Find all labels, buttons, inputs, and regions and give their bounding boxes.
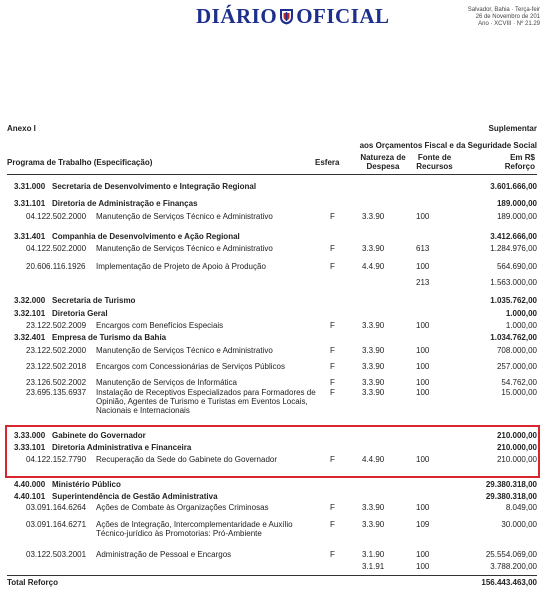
natureza-value: 4.4.90 xyxy=(362,455,385,464)
reforco-value: 708.000,00 xyxy=(496,346,537,355)
total-value: 156.443.463,00 xyxy=(481,578,537,587)
program-description: Encargos com Concessionárias de Serviços Públicos xyxy=(96,362,285,371)
fonte-value: 100 xyxy=(416,503,430,512)
fonte-value: 100 xyxy=(416,346,430,355)
program-code: 04.122.502.2000 xyxy=(26,244,87,253)
esfera-value: F xyxy=(330,520,335,529)
total-label: Total Reforço xyxy=(7,578,58,587)
fonte-value: 100 xyxy=(416,321,430,330)
col-em-reais xyxy=(467,153,535,171)
program-code: 20.606.116.1926 xyxy=(26,262,86,271)
reforco-value: 1.034.762,00 xyxy=(490,333,537,342)
esfera-value: F xyxy=(330,346,335,355)
esfera-value: F xyxy=(330,362,335,371)
natureza-value: 3.1.91 xyxy=(362,562,385,571)
program-description: Ações de Combate às Organizações Criminosas xyxy=(96,503,269,512)
fonte-value: 100 xyxy=(416,550,430,559)
program-description: Instalação de Receptivos Especializados para Formadores de Opinião, Agentes de Turismo e Turistas em Eventos Locais, Nacionais e Internacionais xyxy=(96,388,316,415)
program-description: Recuperação da Sede do Gabinete do Governador xyxy=(96,455,278,464)
reforco-value: 210.000,00 xyxy=(496,431,537,440)
program-code: 23.126.502.2002 xyxy=(26,378,87,387)
reforco-value: 54.762,00 xyxy=(501,378,537,387)
natureza-value: 3.3.90 xyxy=(362,388,385,397)
natureza-value: 3.3.90 xyxy=(362,378,385,387)
program-description: Gabinete do Governador xyxy=(52,431,146,440)
fonte-value: 213 xyxy=(416,278,430,287)
reforco-value: 1.035.762,00 xyxy=(490,296,537,305)
esfera-value: F xyxy=(330,212,335,221)
program-code: 03.091.164.6271 xyxy=(26,520,87,529)
esfera-value: F xyxy=(330,503,335,512)
natureza-value: 3.3.90 xyxy=(362,346,385,355)
program-code: 04.122.152.7790 xyxy=(26,455,87,464)
reforco-value: 1.000,00 xyxy=(505,309,537,318)
program-description: Manutenção de Serviços Técnico e Administrativo xyxy=(96,212,273,221)
program-description: Secretaria de Desenvolvimento e Integração Regional xyxy=(52,182,257,191)
program-code: 4.40.000 xyxy=(14,480,46,489)
total-rule xyxy=(7,575,537,576)
reforco-value: 1.000,00 xyxy=(505,321,537,330)
fonte-value: 100 xyxy=(416,455,430,464)
col-fonte xyxy=(412,153,457,171)
program-code: 4.40.101 xyxy=(14,492,46,501)
reforco-value: 189.000,00 xyxy=(496,199,537,208)
bahia-crest-icon xyxy=(279,8,294,25)
reforco-value: 3.601.666,00 xyxy=(490,182,537,191)
col-natureza-line-2: Despesa xyxy=(366,162,400,171)
fonte-value: 100 xyxy=(416,262,430,271)
masthead xyxy=(0,4,543,28)
fonte-value: 100 xyxy=(416,562,430,571)
reforco-value: 3.788.200,00 xyxy=(490,562,537,571)
col-em-reais-line-2: Reforço xyxy=(504,162,535,171)
program-description: Encargos com Benefícios Especiais xyxy=(96,321,224,330)
reforco-value: 29.380.318,00 xyxy=(485,480,537,489)
brand-right: OFICIAL xyxy=(296,4,390,28)
program-code: 3.31.000 xyxy=(14,182,46,191)
natureza-value: 3.3.90 xyxy=(362,321,385,330)
reforco-value: 25.554.069,00 xyxy=(485,550,537,559)
program-code: 3.32.000 xyxy=(14,296,46,305)
program-description: Diretoria de Administração e Finanças xyxy=(52,199,198,208)
program-code: 3.33.000 xyxy=(14,431,46,440)
program-code: 03.122.503.2001 xyxy=(26,550,87,559)
col-fonte-line-1: Fonte de xyxy=(417,153,452,162)
esfera-value: F xyxy=(330,388,335,397)
program-code: 23.122.502.2018 xyxy=(26,362,87,371)
reforco-value: 210.000,00 xyxy=(496,443,537,452)
edition-info xyxy=(468,7,540,28)
newspaper-logo xyxy=(196,4,390,29)
esfera-value: F xyxy=(330,244,335,253)
program-code: 23.122.502.2000 xyxy=(26,346,87,355)
natureza-value: 3.3.90 xyxy=(362,503,385,512)
edition-line-3: Ano · XCVIII · Nº 21.29 xyxy=(478,21,540,27)
brand-left: DIÁRIO xyxy=(196,4,278,28)
program-code: 03.091.164.6264 xyxy=(26,503,87,512)
col-fonte-line-2: Recursos xyxy=(416,162,453,171)
esfera-value: F xyxy=(330,321,335,330)
reforco-value: 210.000,00 xyxy=(496,455,537,464)
col-natureza xyxy=(357,153,409,171)
program-code: 23.122.502.2009 xyxy=(26,321,87,330)
natureza-value: 3.3.90 xyxy=(362,244,385,253)
program-description: Diretoria Administrativa e Financeira xyxy=(52,443,192,452)
col-esfera: Esfera xyxy=(315,158,340,167)
program-description: Ações de Integração, Intercomplementaridade e Auxílio Técnico-jurídico às Promotorias: Pró-Ambiente xyxy=(96,520,293,538)
esfera-value: F xyxy=(330,262,335,271)
program-code: 3.33.101 xyxy=(14,443,46,452)
fonte-value: 100 xyxy=(416,362,430,371)
reforco-value: 189.000,00 xyxy=(496,212,537,221)
program-description: Diretoria Geral xyxy=(52,309,108,318)
fonte-value: 100 xyxy=(416,212,430,221)
fonte-value: 613 xyxy=(416,244,430,253)
fonte-value: 100 xyxy=(416,378,430,387)
suplementar-label: Suplementar xyxy=(488,124,537,133)
header-rule xyxy=(7,174,537,175)
program-description: Superintendência de Gestão Administrativa xyxy=(52,492,218,501)
program-code: 3.31.401 xyxy=(14,232,46,241)
edition-line-2: 26 de Novembro de 201 xyxy=(475,14,540,20)
program-code: 3.32.101 xyxy=(14,309,46,318)
reforco-value: 30.000,00 xyxy=(501,520,537,529)
program-description: Manutenção de Serviços Técnico e Administrativo xyxy=(96,244,273,253)
program-description: Secretaria de Turismo xyxy=(52,296,136,305)
natureza-value: 4.4.90 xyxy=(362,262,385,271)
reforco-value: 564.690,00 xyxy=(496,262,537,271)
col-programa: Programa de Trabalho (Especificação) xyxy=(7,158,153,167)
fonte-value: 100 xyxy=(416,388,430,397)
reforco-value: 3.412.666,00 xyxy=(490,232,537,241)
fonte-value: 109 xyxy=(416,520,430,529)
reforco-value: 257.000,00 xyxy=(496,362,537,371)
anexo-label: Anexo I xyxy=(7,124,36,133)
natureza-value: 3.3.90 xyxy=(362,212,385,221)
program-code: 3.32.401 xyxy=(14,333,46,342)
reforco-value: 15.000,00 xyxy=(501,388,537,397)
highlight-box xyxy=(5,425,540,478)
esfera-value: F xyxy=(330,550,335,559)
table-header xyxy=(7,152,537,174)
program-description: Ministério Público xyxy=(52,480,121,489)
esfera-value: F xyxy=(330,455,335,464)
col-em-reais-line-1: Em R$ xyxy=(510,153,535,162)
program-code: 3.31.101 xyxy=(14,199,46,208)
program-description: Manutenção de Serviços Técnico e Administrativo xyxy=(96,346,273,355)
esfera-value: F xyxy=(330,378,335,387)
program-code: 04.122.502.2000 xyxy=(26,212,87,221)
orcamentos-label: aos Orçamentos Fiscal e da Seguridade Social xyxy=(359,141,537,150)
program-description: Manutenção de Serviços de Informática xyxy=(96,378,237,387)
program-description: Companhia de Desenvolvimento e Ação Regional xyxy=(52,232,240,241)
program-description: Administração de Pessoal e Encargos xyxy=(96,550,232,559)
reforco-value: 8.049,00 xyxy=(505,503,537,512)
col-natureza-line-1: Natureza de xyxy=(360,153,406,162)
natureza-value: 3.3.90 xyxy=(362,520,385,529)
natureza-value: 3.1.90 xyxy=(362,550,385,559)
program-description: Empresa de Turismo da Bahia xyxy=(52,333,167,342)
reforco-value: 29.380.318,00 xyxy=(485,492,537,501)
program-code: 23.695.135.6937 xyxy=(26,388,87,397)
edition-line-1: Salvador, Bahia · Terça-feir xyxy=(467,7,540,13)
reforco-value: 1.284.976,00 xyxy=(490,244,537,253)
reforco-value: 1.563.000,00 xyxy=(490,278,537,287)
program-description: Implementação de Projeto de Apoio à Produção xyxy=(96,262,266,271)
natureza-value: 3.3.90 xyxy=(362,362,385,371)
